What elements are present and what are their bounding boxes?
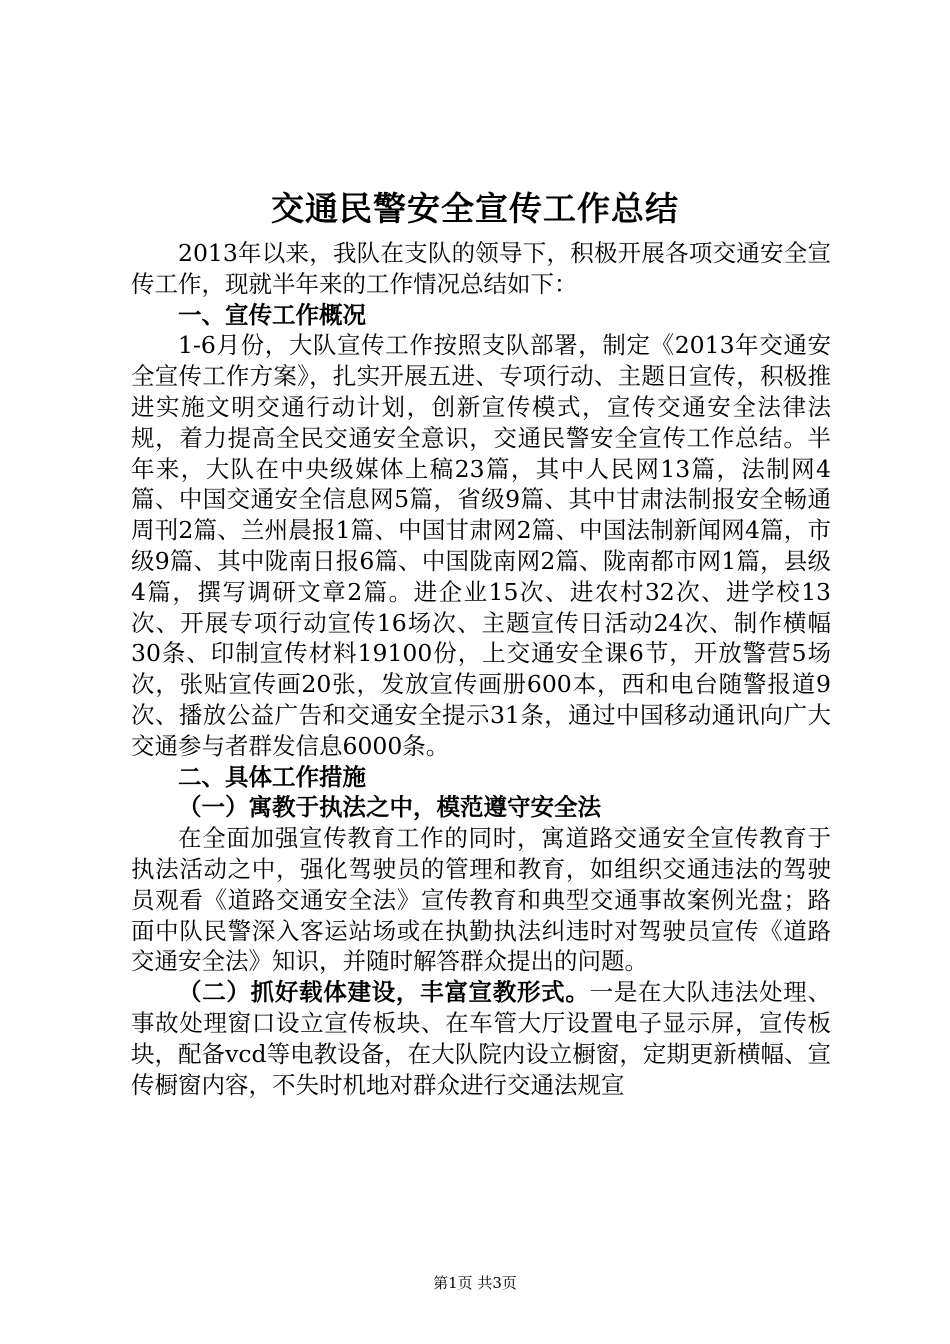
enforcement-paragraph: 在全面加强宣传教育工作的同时，寓道路交通安全宣传教育于执法活动之中，强化驾驶员的管理和教育，如组织交通违法的驾驶员观看《道路交通安全法》宣传教育和典型交通事故案例光盘；路面中队民警深入客运站场或在执勤执法纠违时对驾驶员宣传《道路交通安全法》知识，并随时解答群众提出的问题。	[131, 824, 831, 976]
subsection-heading-1: （一）寓教于执法之中，模范遵守安全法	[178, 793, 601, 822]
overview-paragraph: 1-6月份，大队宣传工作按照支队部署，制定《2013年交通安全宣传工作方案》，扎实开展五进、专项行动、主题日宣传，积极推进实施文明交通行动计划，创新宣传模式，宣传交通安全法律法规，着力提高全民交通安全意识，交通民警安全宣传工作总结。半年来，大队在中央级媒体上稿23篇，其中人民网13篇，法制网4篇、中国交通安全信息网5篇，省级9篇、其中甘肃法制报安全畅通周刊2篇、兰州晨报1篇、中国甘肃网2篇、中国法制新闻网4篇，市级9篇、其中陇南日报6篇、中国陇南网2篇、陇南都市网1篇，县级4篇，撰写调研文章2篇。进企业15次、进农村32次、进学校13次、开展专项行动宣传16场次、主题宣传日活动24次、制作横幅30条、印制宣传材料19100份，上交通安全课6节，开放警营5场次，张贴宣传画20张，发放宣传画册600本，西和电台随警报道9次、播放公益广告和交通安全提示31条，通过中国移动通讯向广大交通参与者群发信息6000条。	[131, 331, 831, 760]
subsection-heading-2: （二）抓好载体建设，丰富宣教形式。	[178, 978, 590, 1007]
page-footer: 第1页 共3页	[433, 1274, 517, 1292]
carrier-paragraph	[131, 977, 831, 1100]
document-title: 交通民警安全宣传工作总结	[271, 189, 679, 228]
document-body	[131, 238, 831, 1100]
intro-paragraph: 2013年以来，我队在支队的领导下，积极开展各项交通安全宣传工作，现就半年来的工作情况总结如下：	[131, 239, 831, 298]
carrier-paragraph-text: 一是在大队违法处理、事故处理窗口设立宣传板块、在车管大厅设置电子显示屏，宣传板块，配备vcd等电教设备，在大队院内设立橱窗，定期更新横幅、宣传橱窗内容，不失时机地对群众进行交通法规宣	[131, 978, 832, 1099]
section-heading-1: 一、宣传工作概况	[178, 300, 366, 329]
section-heading-2: 二、具体工作措施	[178, 762, 366, 791]
